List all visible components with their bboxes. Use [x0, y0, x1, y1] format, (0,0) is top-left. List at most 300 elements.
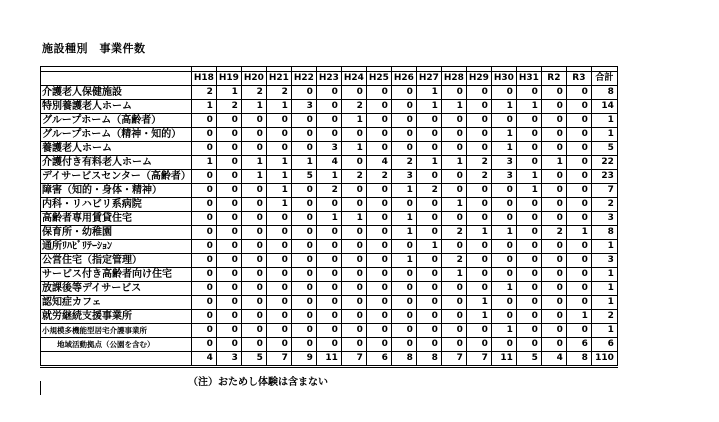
value-cell: 0 [491, 240, 516, 254]
value-cell: 0 [216, 226, 241, 240]
value-cell: 0 [316, 128, 341, 142]
value-cell: 0 [566, 128, 591, 142]
value-cell: 0 [391, 282, 416, 296]
value-cell: 2 [391, 156, 416, 170]
value-cell: 0 [491, 86, 516, 100]
value-cell: 0 [391, 198, 416, 212]
value-cell: 0 [241, 226, 266, 240]
value-cell: 2 [441, 254, 466, 268]
value-cell: 0 [366, 212, 391, 226]
value-cell: 0 [291, 128, 316, 142]
value-cell: 4 [366, 156, 391, 170]
value-cell: 1 [441, 100, 466, 114]
column-header: R2 [541, 72, 566, 86]
value-cell: 0 [466, 86, 491, 100]
table-row [41, 212, 618, 226]
value-cell: 2 [466, 156, 491, 170]
value-cell: 0 [516, 212, 541, 226]
value-cell: 2 [416, 184, 441, 198]
row-total-cell: 1 [591, 324, 617, 338]
column-header: H24 [341, 72, 366, 86]
value-cell: 0 [566, 268, 591, 282]
value-cell: 1 [416, 156, 441, 170]
value-cell: 0 [291, 212, 316, 226]
table-row [41, 198, 618, 212]
value-cell: 0 [266, 296, 291, 310]
row-label: 障害（知的・身体・精神） [41, 184, 192, 198]
total-cell: 3 [216, 352, 241, 367]
value-cell: 0 [291, 324, 316, 338]
page-title: 施設種別 事業件数 [42, 42, 146, 55]
table-row [41, 268, 618, 282]
column-header: H21 [266, 72, 291, 86]
value-cell: 0 [341, 198, 366, 212]
value-cell: 0 [541, 212, 566, 226]
value-cell: 1 [391, 226, 416, 240]
row-label: 高齢者専用賃貸住宅 [41, 212, 192, 226]
value-cell: 0 [241, 254, 266, 268]
value-cell: 0 [366, 240, 391, 254]
value-cell: 0 [566, 156, 591, 170]
value-cell: 0 [216, 338, 241, 352]
row-total-cell: 1 [591, 240, 617, 254]
column-header: H20 [241, 72, 266, 86]
value-cell: 0 [341, 324, 366, 338]
row-label: 小規模多機能型居宅介護事業所 [41, 324, 192, 338]
value-cell: 1 [266, 156, 291, 170]
header-row [41, 72, 618, 86]
value-cell: 0 [241, 184, 266, 198]
table-row [41, 184, 618, 198]
row-total-cell: 2 [591, 310, 617, 324]
value-cell: 0 [541, 128, 566, 142]
row-label: 公営住宅（指定管理） [41, 254, 192, 268]
total-cell: 7 [441, 352, 466, 367]
row-total-cell: 2 [591, 198, 617, 212]
value-cell: 1 [291, 156, 316, 170]
value-cell: 1 [341, 114, 366, 128]
value-cell: 0 [541, 296, 566, 310]
value-cell: 0 [216, 212, 241, 226]
value-cell: 0 [391, 128, 416, 142]
value-cell: 0 [266, 268, 291, 282]
row-total-cell: 1 [591, 282, 617, 296]
value-cell: 0 [391, 268, 416, 282]
value-cell: 0 [516, 324, 541, 338]
column-header: H25 [366, 72, 391, 86]
value-cell: 0 [466, 100, 491, 114]
value-cell: 0 [266, 254, 291, 268]
value-cell: 0 [516, 226, 541, 240]
value-cell: 1 [391, 212, 416, 226]
row-total-cell: 22 [591, 156, 617, 170]
value-cell: 0 [366, 282, 391, 296]
value-cell: 0 [441, 212, 466, 226]
value-cell: 0 [191, 226, 216, 240]
value-cell: 0 [441, 86, 466, 100]
value-cell: 0 [191, 296, 216, 310]
value-cell: 3 [316, 142, 341, 156]
row-total-cell: 1 [591, 296, 617, 310]
value-cell: 0 [416, 310, 441, 324]
value-cell: 0 [566, 184, 591, 198]
value-cell: 0 [566, 296, 591, 310]
value-cell: 1 [516, 170, 541, 184]
value-cell: 1 [516, 184, 541, 198]
row-label: 就労継続支援事業所 [41, 310, 192, 324]
value-cell: 0 [391, 324, 416, 338]
value-cell: 0 [466, 254, 491, 268]
value-cell: 0 [566, 142, 591, 156]
row-total-cell: 3 [591, 254, 617, 268]
value-cell: 0 [566, 254, 591, 268]
row-total-cell: 23 [591, 170, 617, 184]
value-cell: 0 [341, 156, 366, 170]
value-cell: 0 [541, 114, 566, 128]
value-cell: 0 [341, 254, 366, 268]
value-cell: 0 [191, 128, 216, 142]
column-header: H19 [216, 72, 241, 86]
value-cell: 3 [491, 170, 516, 184]
column-header: H22 [291, 72, 316, 86]
value-cell: 1 [566, 310, 591, 324]
value-cell: 0 [191, 114, 216, 128]
value-cell: 1 [266, 184, 291, 198]
value-cell: 0 [216, 240, 241, 254]
value-cell: 0 [391, 338, 416, 352]
value-cell: 0 [191, 212, 216, 226]
value-cell: 0 [441, 184, 466, 198]
value-cell: 0 [516, 240, 541, 254]
row-label: 認知症カフェ [41, 296, 192, 310]
value-cell: 0 [266, 338, 291, 352]
value-cell: 0 [241, 114, 266, 128]
value-cell: 0 [366, 86, 391, 100]
value-cell: 0 [541, 254, 566, 268]
value-cell: 0 [241, 268, 266, 282]
total-cell: 11 [316, 352, 341, 367]
value-cell: 0 [366, 142, 391, 156]
row-total-cell: 8 [591, 226, 617, 240]
row-total-cell: 1 [591, 128, 617, 142]
value-cell: 0 [316, 282, 341, 296]
table-row [41, 296, 618, 310]
column-header: 合計 [591, 72, 617, 86]
value-cell: 0 [241, 310, 266, 324]
value-cell: 0 [241, 296, 266, 310]
value-cell: 0 [191, 198, 216, 212]
value-cell: 2 [466, 170, 491, 184]
value-cell: 0 [191, 310, 216, 324]
table-row [41, 254, 618, 268]
value-cell: 0 [391, 86, 416, 100]
value-cell: 0 [291, 310, 316, 324]
value-cell: 1 [316, 170, 341, 184]
value-cell: 0 [441, 324, 466, 338]
value-cell: 0 [491, 212, 516, 226]
value-cell: 0 [266, 324, 291, 338]
column-header: H26 [391, 72, 416, 86]
value-cell: 0 [491, 114, 516, 128]
total-cell: 6 [366, 352, 391, 367]
value-cell: 0 [566, 240, 591, 254]
value-cell: 0 [541, 86, 566, 100]
value-cell: 0 [241, 338, 266, 352]
value-cell: 2 [191, 86, 216, 100]
value-cell: 2 [316, 184, 341, 198]
value-cell: 0 [216, 142, 241, 156]
value-cell: 2 [541, 226, 566, 240]
value-cell: 0 [466, 128, 491, 142]
value-cell: 0 [216, 310, 241, 324]
total-cell: 9 [291, 352, 316, 367]
value-cell: 0 [191, 254, 216, 268]
value-cell: 0 [291, 86, 316, 100]
value-cell: 5 [291, 170, 316, 184]
value-cell: 0 [316, 296, 341, 310]
value-cell: 0 [216, 282, 241, 296]
value-cell: 0 [241, 240, 266, 254]
value-cell: 0 [541, 338, 566, 352]
value-cell: 2 [266, 86, 291, 100]
total-cell: 5 [241, 352, 266, 367]
value-cell: 0 [466, 282, 491, 296]
value-cell: 0 [316, 254, 341, 268]
value-cell: 2 [241, 86, 266, 100]
totals-row [41, 352, 618, 367]
value-cell: 0 [341, 86, 366, 100]
value-cell: 0 [366, 338, 391, 352]
row-label: サービス付き高齢者向け住宅 [41, 268, 192, 282]
value-cell: 0 [266, 142, 291, 156]
row-label: 介護老人保健施設 [41, 86, 192, 100]
value-cell: 1 [416, 86, 441, 100]
column-header: H29 [466, 72, 491, 86]
value-cell: 0 [291, 254, 316, 268]
table-row [41, 324, 618, 338]
value-cell: 2 [341, 100, 366, 114]
value-cell: 0 [516, 114, 541, 128]
value-cell: 0 [291, 296, 316, 310]
value-cell: 0 [541, 198, 566, 212]
value-cell: 0 [441, 282, 466, 296]
value-cell: 1 [266, 170, 291, 184]
row-label: 通所ﾘﾊﾋﾞﾘﾃｰｼｮﾝ [41, 240, 192, 254]
value-cell: 0 [516, 156, 541, 170]
value-cell: 0 [491, 338, 516, 352]
value-cell: 0 [516, 310, 541, 324]
value-cell: 0 [216, 114, 241, 128]
value-cell: 0 [541, 100, 566, 114]
value-cell: 0 [566, 114, 591, 128]
row-label: 地域活動拠点（公園を含む） [41, 338, 192, 352]
value-cell: 0 [491, 296, 516, 310]
value-cell: 0 [316, 240, 341, 254]
value-cell: 0 [366, 254, 391, 268]
value-cell: 0 [341, 310, 366, 324]
value-cell: 0 [416, 212, 441, 226]
value-cell: 0 [341, 296, 366, 310]
value-cell: 0 [416, 282, 441, 296]
value-cell: 0 [441, 128, 466, 142]
row-label: グループホーム（高齢者） [41, 114, 192, 128]
row-label: デイサービスセンター（高齢者） [42, 171, 191, 182]
value-cell: 1 [241, 156, 266, 170]
value-cell: 0 [216, 198, 241, 212]
value-cell: 0 [341, 226, 366, 240]
row-total-cell: 8 [591, 86, 617, 100]
table-row [41, 338, 618, 352]
table-row [41, 282, 618, 296]
value-cell: 0 [541, 282, 566, 296]
value-cell: 1 [491, 282, 516, 296]
value-cell: 0 [291, 240, 316, 254]
value-cell: 0 [291, 282, 316, 296]
value-cell: 1 [241, 170, 266, 184]
value-cell: 0 [466, 268, 491, 282]
value-cell: 0 [516, 282, 541, 296]
value-cell: 0 [416, 254, 441, 268]
value-cell: 0 [516, 296, 541, 310]
value-cell: 0 [566, 212, 591, 226]
row-label: 内科・リハビリ系病院 [41, 198, 192, 212]
value-cell: 0 [191, 184, 216, 198]
value-cell: 1 [191, 100, 216, 114]
table-row [41, 170, 618, 184]
value-cell: 0 [391, 114, 416, 128]
value-cell: 0 [516, 128, 541, 142]
table-row [41, 100, 618, 114]
value-cell: 0 [366, 226, 391, 240]
value-cell: 0 [491, 310, 516, 324]
value-cell: 0 [266, 240, 291, 254]
value-cell: 0 [466, 212, 491, 226]
value-cell: 6 [566, 338, 591, 352]
value-cell: 0 [541, 142, 566, 156]
value-cell: 0 [391, 240, 416, 254]
value-cell: 1 [266, 198, 291, 212]
value-cell: 1 [491, 142, 516, 156]
total-cell: 5 [516, 352, 541, 367]
value-cell: 0 [466, 338, 491, 352]
value-cell: 1 [491, 226, 516, 240]
value-cell: 0 [241, 142, 266, 156]
value-cell: 0 [241, 198, 266, 212]
row-label: 養護老人ホーム [41, 142, 192, 156]
value-cell: 0 [366, 128, 391, 142]
value-cell: 0 [466, 142, 491, 156]
value-cell: 1 [316, 212, 341, 226]
value-cell: 0 [491, 268, 516, 282]
value-cell: 0 [366, 114, 391, 128]
value-cell: 0 [441, 240, 466, 254]
value-cell: 0 [316, 338, 341, 352]
value-cell: 0 [266, 310, 291, 324]
value-cell: 0 [516, 338, 541, 352]
column-header: H27 [416, 72, 441, 86]
value-cell: 1 [216, 86, 241, 100]
value-cell: 0 [291, 338, 316, 352]
value-cell: 0 [441, 310, 466, 324]
value-cell: 1 [541, 156, 566, 170]
value-cell: 0 [516, 198, 541, 212]
value-cell: 0 [466, 198, 491, 212]
table-row [41, 86, 618, 100]
row-total-cell: 5 [591, 142, 617, 156]
value-cell: 0 [366, 198, 391, 212]
value-cell: 0 [366, 310, 391, 324]
value-cell: 0 [266, 226, 291, 240]
value-cell: 0 [241, 128, 266, 142]
value-cell: 0 [416, 142, 441, 156]
total-cell: 110 [591, 352, 617, 367]
value-cell: 2 [441, 226, 466, 240]
value-cell: 0 [541, 268, 566, 282]
table-row [41, 156, 618, 170]
value-cell: 0 [491, 184, 516, 198]
total-cell: 8 [416, 352, 441, 367]
value-cell: 0 [516, 142, 541, 156]
value-cell: 0 [541, 310, 566, 324]
footnote: （注）おためし体験は含まない [188, 377, 328, 388]
value-cell: 0 [566, 324, 591, 338]
total-cell: 7 [266, 352, 291, 367]
text-cursor [40, 381, 41, 395]
value-cell: 0 [316, 226, 341, 240]
value-cell: 1 [466, 226, 491, 240]
value-cell: 0 [291, 114, 316, 128]
value-cell: 0 [416, 114, 441, 128]
value-cell: 0 [516, 86, 541, 100]
value-cell: 0 [266, 128, 291, 142]
row-total-cell: 1 [591, 114, 617, 128]
value-cell: 0 [541, 240, 566, 254]
value-cell: 0 [191, 324, 216, 338]
value-cell: 0 [566, 282, 591, 296]
value-cell: 0 [366, 184, 391, 198]
value-cell: 0 [191, 268, 216, 282]
value-cell: 0 [516, 268, 541, 282]
row-total-cell: 1 [591, 268, 617, 282]
value-cell: 4 [316, 156, 341, 170]
total-cell: 8 [566, 352, 591, 367]
value-cell: 0 [441, 114, 466, 128]
value-cell: 0 [416, 338, 441, 352]
header-corner [41, 72, 192, 86]
value-cell: 0 [216, 254, 241, 268]
column-header: H23 [316, 72, 341, 86]
row-total-cell: 7 [591, 184, 617, 198]
value-cell: 1 [341, 212, 366, 226]
total-cell: 11 [491, 352, 516, 367]
value-cell: 0 [216, 296, 241, 310]
value-cell: 0 [441, 170, 466, 184]
total-cell: 7 [466, 352, 491, 367]
value-cell: 1 [466, 296, 491, 310]
table-row [41, 226, 618, 240]
value-cell: 0 [391, 142, 416, 156]
value-cell: 0 [366, 324, 391, 338]
value-cell: 1 [441, 198, 466, 212]
value-cell: 0 [216, 184, 241, 198]
column-header: H31 [516, 72, 541, 86]
facility-count-table [40, 66, 618, 368]
value-cell: 1 [566, 226, 591, 240]
row-total-cell: 6 [591, 338, 617, 352]
value-cell: 1 [441, 156, 466, 170]
row-total-cell: 3 [591, 212, 617, 226]
value-cell: 0 [391, 296, 416, 310]
